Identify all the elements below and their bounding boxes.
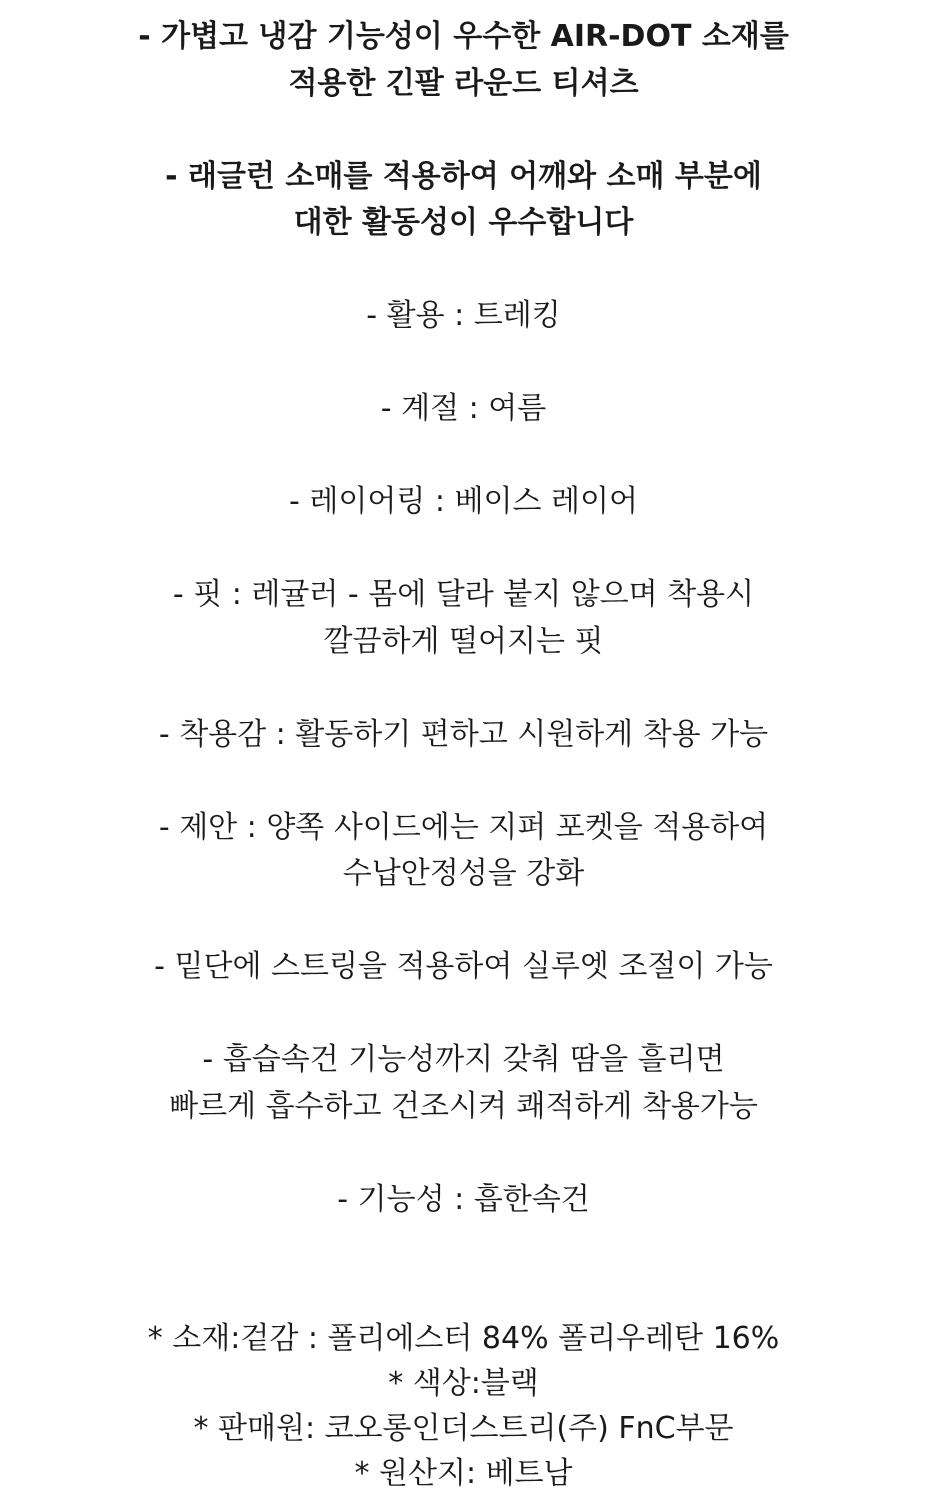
spacer <box>0 526 927 573</box>
spacer <box>0 665 927 712</box>
spacer <box>0 107 927 154</box>
feature-moisture-wicking: - 흡습속건 기능성까지 갖춰 땀을 흘리면 빠르게 흡수하고 건조시켜 쾌적하게 착용가능 <box>169 1042 758 1124</box>
feature-season: - 계절 : 여름 <box>380 391 547 426</box>
feature-hem-string: - 밑단에 스트링을 적용하여 실루엣 조절이 가능 <box>154 949 773 984</box>
feature-fit: - 핏 : 레귤러 - 몸에 달라 붙지 않으며 착용시 깔끔하게 떨어지는 핏 <box>172 577 755 659</box>
feature-suggestion: - 제안 : 양쪽 사이드에는 지퍼 포켓을 적용하여 수납안정성을 강화 <box>158 809 769 891</box>
spacer <box>0 991 927 1038</box>
feature-usage: - 활용 : 트레킹 <box>366 298 561 333</box>
spacer <box>0 898 927 945</box>
spec-material: * 소재:겉감 : 폴리에스터 84% 폴리우레탄 16% <box>147 1321 780 1356</box>
spacer <box>0 1223 927 1316</box>
spacer <box>0 340 927 387</box>
description-raglan-sleeve: - 래글런 소매를 적용하여 어깨와 소매 부분에 대한 활동성이 우수합니다 <box>165 158 762 240</box>
spec-origin: * 원산지: 베트남 <box>354 1456 573 1491</box>
spacer <box>0 758 927 805</box>
description-lightweight-cooling: - 가볍고 냉감 기능성이 우수한 AIR-DOT 소재를 적용한 긴팔 라운드 티셔츠 <box>138 19 789 101</box>
feature-functionality: - 기능성 : 흡한속건 <box>337 1181 590 1217</box>
spec-color: * 색상:블랙 <box>388 1366 539 1401</box>
product-specs <box>0 1316 927 1496</box>
feature-comfort: - 착용감 : 활동하기 편하고 시원하게 착용 가능 <box>158 716 769 752</box>
spacer <box>0 247 927 294</box>
spec-seller: * 판매원: 코오롱인더스트리(주) FnC부문 <box>193 1411 734 1446</box>
spacer <box>0 433 927 480</box>
spacer <box>0 1130 927 1177</box>
feature-layering: - 레이어링 : 베이스 레이어 <box>289 484 638 519</box>
